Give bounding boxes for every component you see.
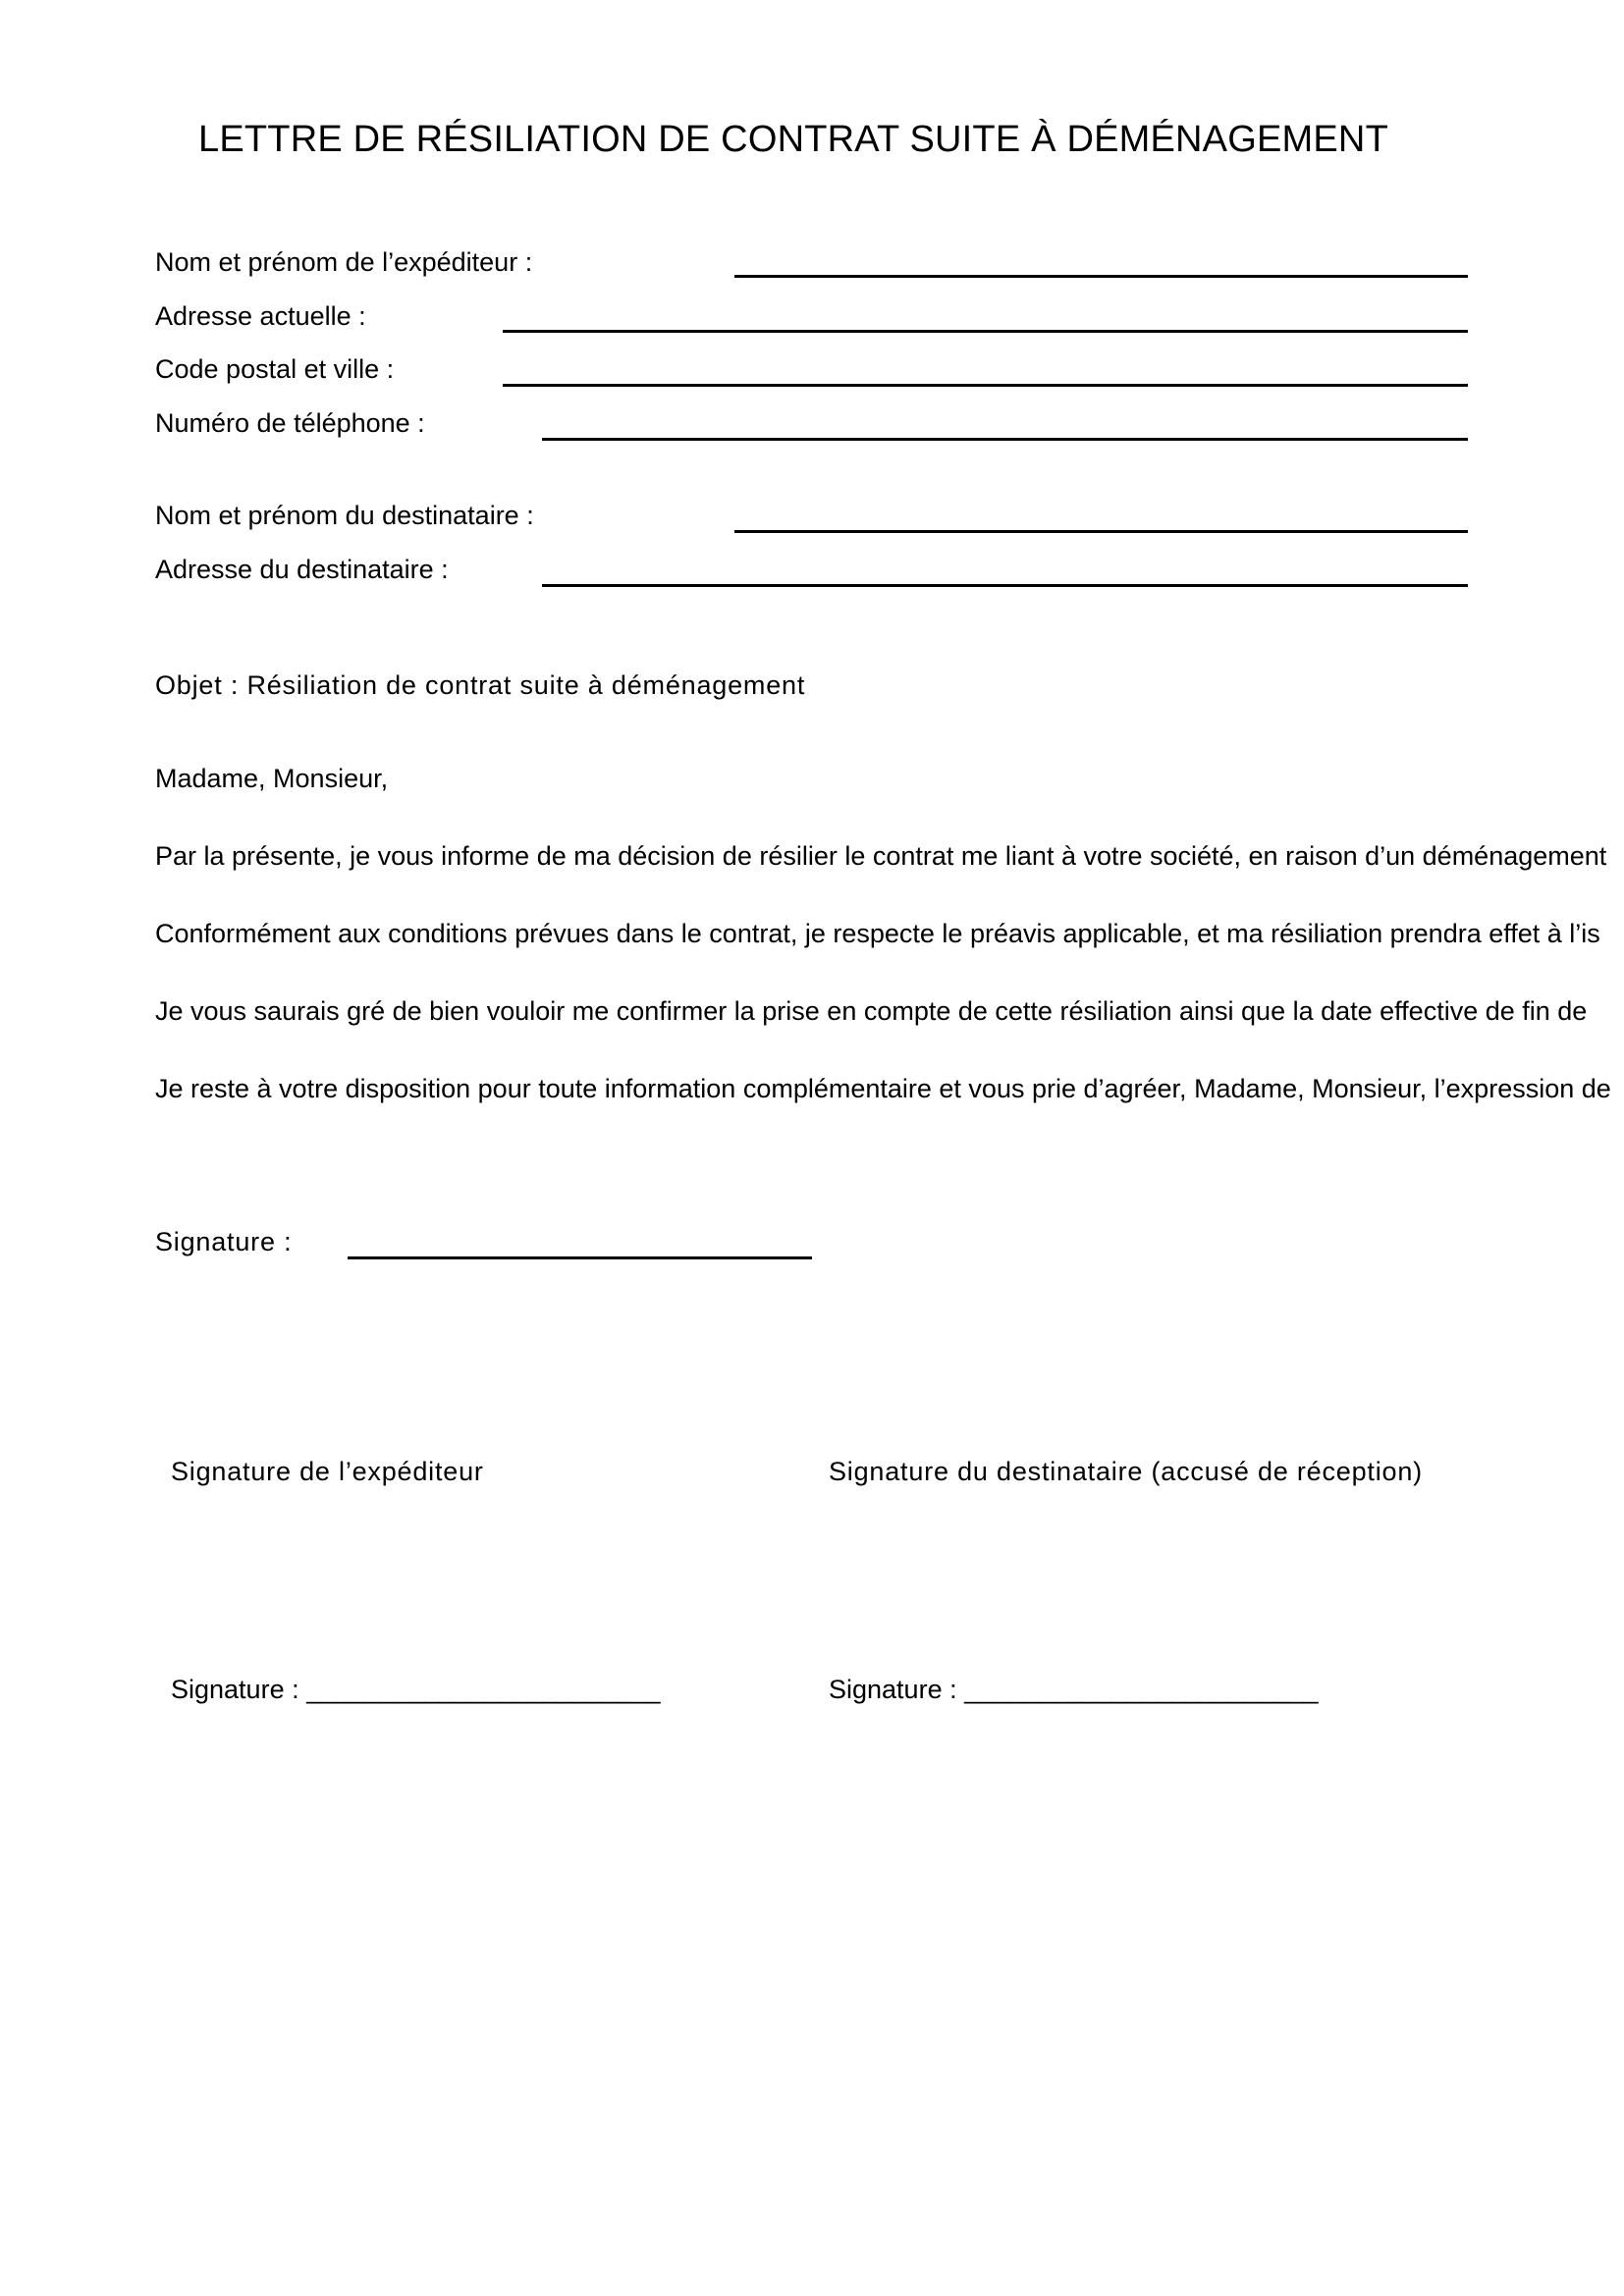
sender-postal-city-label: Code postal et ville :: [155, 354, 395, 384]
recipient-name-label: Nom et prénom du destinataire :: [155, 501, 534, 530]
sender-phone-line[interactable]: [542, 438, 1468, 441]
recipient-name-line[interactable]: [734, 530, 1468, 533]
body-paragraph-1: Par la présente, je vous informe de ma décision de résilier le contrat me liant à votre société, en raison d’un déménagement: [155, 841, 1607, 871]
sender-phone-label: Numéro de téléphone :: [155, 408, 425, 438]
document-title: LETTRE DE RÉSILIATION DE CONTRAT SUITE À DÉMÉNAGEMENT: [198, 119, 1388, 160]
signature-line[interactable]: [348, 1256, 812, 1259]
recipient-address-line[interactable]: [542, 584, 1468, 587]
body-paragraph-2: Conformément aux conditions prévues dans le contrat, je respecte le préavis applicable, et ma résiliation prendra effet à l’is: [155, 919, 1600, 948]
body-paragraph-3: Je vous saurais gré de bien vouloir me confirmer la prise en compte de cette résiliation ainsi que la date effective de fin de: [155, 996, 1588, 1026]
body-paragraph-4: Je reste à votre disposition pour toute information complémentaire et vous prie d’agréer, Madame, Monsieur, l’expression de: [155, 1074, 1611, 1103]
recipient-address-label: Adresse du destinataire :: [155, 555, 449, 584]
salutation: Madame, Monsieur,: [155, 764, 389, 793]
subject-line: Objet : Résiliation de contrat suite à déménagement: [155, 670, 806, 700]
recipient-signature-field[interactable]: Signature : ________________________: [829, 1675, 1319, 1704]
sender-name-label: Nom et prénom de l’expéditeur :: [155, 247, 533, 277]
sender-signature-field[interactable]: Signature : ________________________: [171, 1675, 661, 1704]
recipient-signature-heading: Signature du destinataire (accusé de réception): [829, 1457, 1423, 1486]
sender-address-line[interactable]: [503, 330, 1468, 333]
sender-postal-city-line[interactable]: [503, 384, 1468, 387]
sender-name-line[interactable]: [734, 275, 1468, 278]
sender-signature-heading: Signature de l’expéditeur: [171, 1457, 484, 1486]
signature-label: Signature :: [155, 1227, 293, 1256]
sender-address-label: Adresse actuelle :: [155, 301, 366, 331]
